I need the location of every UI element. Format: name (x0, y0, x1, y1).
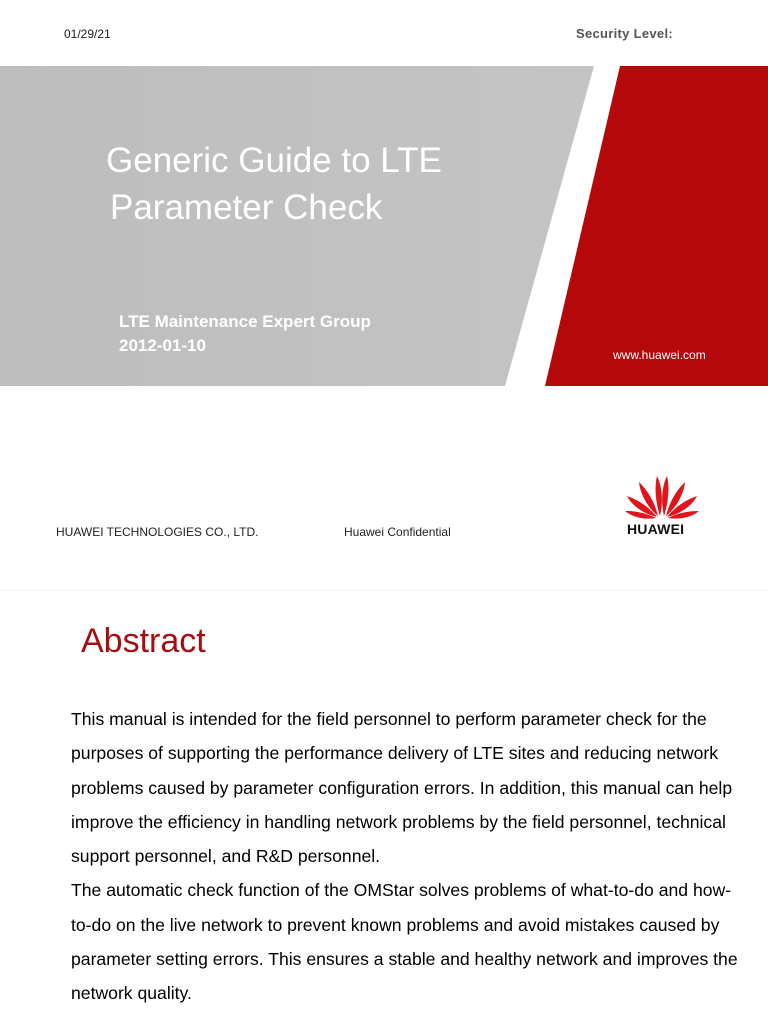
document-subtitle (119, 310, 371, 358)
abstract-paragraph-1: This manual is intended for the field personnel to perform parameter check for the purposes of supporting the performance delivery of LTE sites and reducing network problems caused by parameter configuration errors. In addition, this manual can help improve the efficiency in handling network problems by the field personnel, technical support personnel, and R&D personnel. (71, 709, 733, 867)
slide-date: 01/29/21 (64, 27, 111, 41)
document-title (106, 137, 546, 231)
website-link: www.huawei.com (613, 348, 706, 362)
confidential-label: Huawei Confidential (344, 525, 451, 539)
company-name: HUAWEI TECHNOLOGIES CO., LTD. (56, 525, 259, 539)
security-level-label: Security Level: (576, 26, 673, 41)
title-line-2: Parameter Check (110, 188, 383, 227)
abstract-heading: Abstract (81, 622, 206, 660)
slide-divider (0, 590, 768, 591)
abstract-paragraph-2: The automatic check function of the OMStar solves problems of what-to-do and how-to-do on the live network to prevent known problems and avoid mistakes caused by parameter setting errors. This ensures a stable and healthy network and improves the network quality. (71, 880, 738, 1004)
logo-wordmark: HUAWEI (627, 521, 685, 537)
title-line-1: Generic Guide to LTE (106, 141, 442, 180)
abstract-body (71, 702, 741, 1011)
publish-date: 2012-01-10 (119, 336, 206, 355)
author-group: LTE Maintenance Expert Group (119, 312, 371, 331)
